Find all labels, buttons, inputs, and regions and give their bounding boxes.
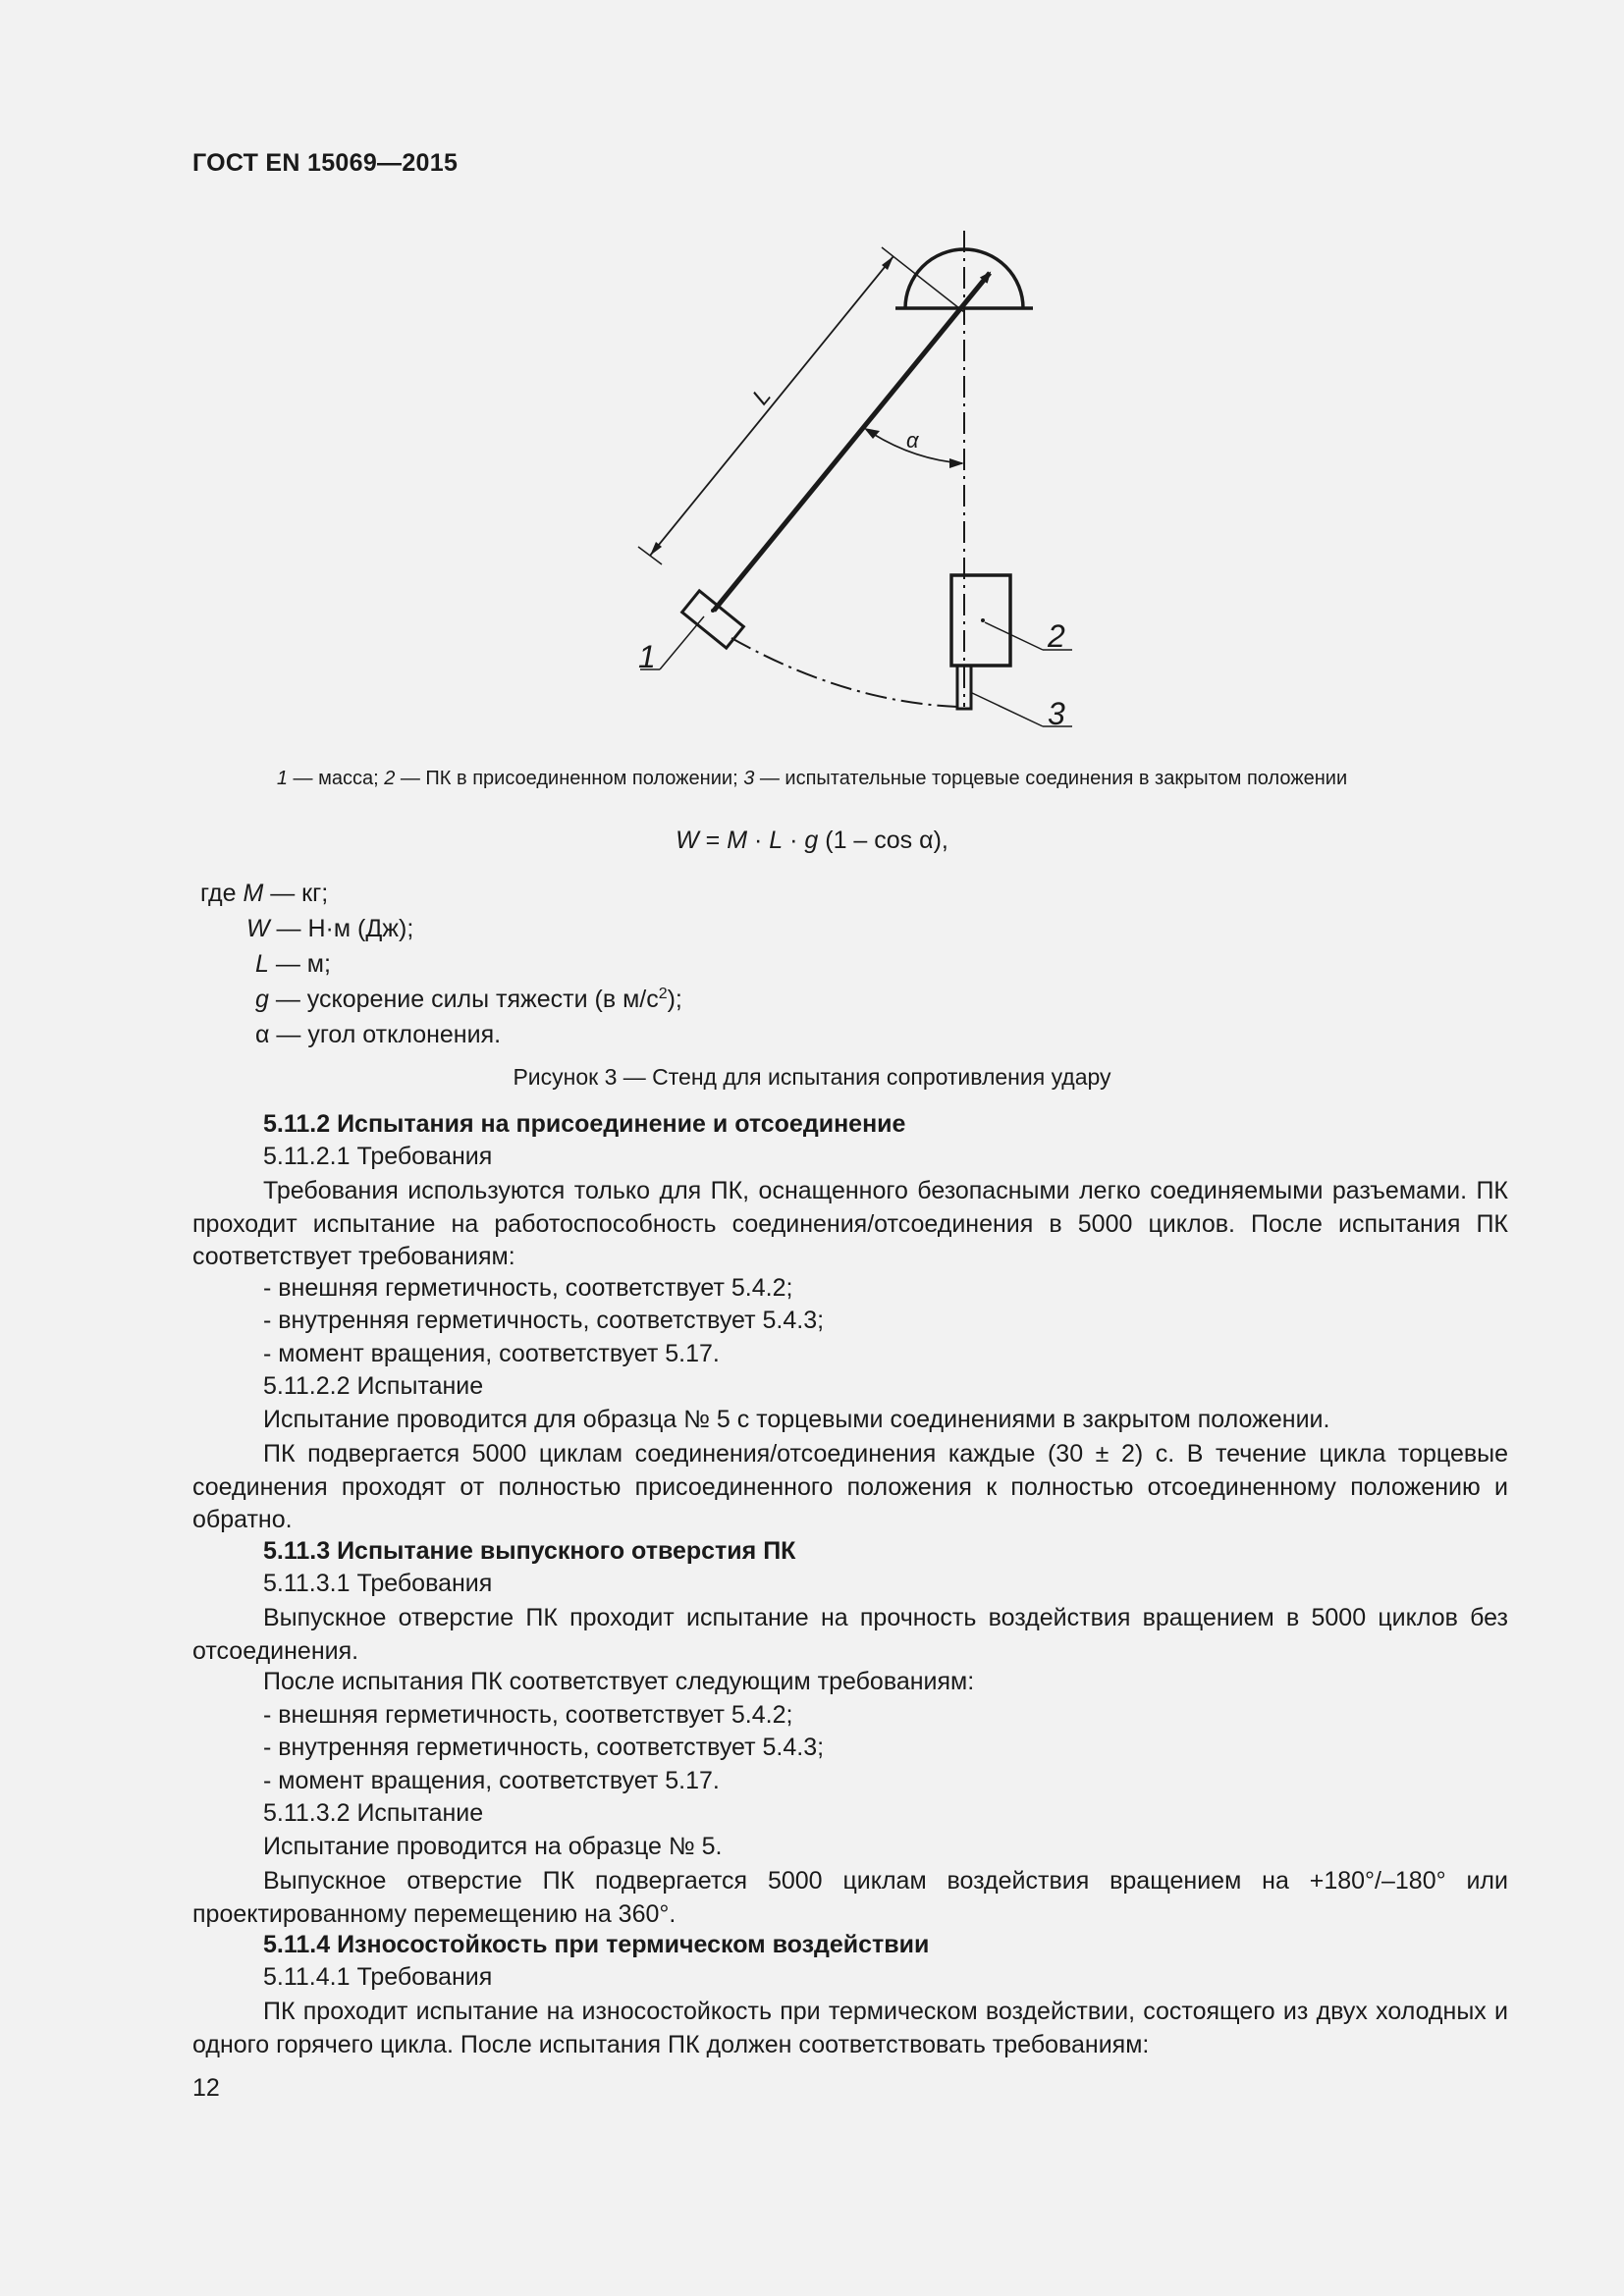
where-W: W — Н·м (Дж); <box>246 915 414 942</box>
label-alpha: α <box>906 428 919 453</box>
list-item: - внутренняя герметичность, соответствует 5.4.3; <box>263 1307 825 1334</box>
label-1: 1 <box>638 639 656 674</box>
formula-eq: = <box>698 827 728 854</box>
section-5-11-3-2-heading: 5.11.3.2 Испытание <box>263 1799 484 1827</box>
section-5-11-2-2-heading: 5.11.2.2 Испытание <box>263 1372 484 1400</box>
key-text-2: — ПК в присоединенном положении; <box>395 768 744 789</box>
section-5-11-2-1-paragraph: Требования используются только для ПК, оснащенного безопасными легко соединяемыми разъемами. ПК проходит испытание на работоспособность соединения/отсоединения в 5000 циклов. После испытания ПК соответствует требованиям: <box>192 1177 1508 1270</box>
document-header: ГОСТ EN 15069—2015 <box>192 149 459 177</box>
key-text-1: — масса; <box>287 768 385 789</box>
section-5-11-3-1-heading: 5.11.3.1 Требования <box>263 1570 493 1597</box>
section-5-11-3-title: 5.11.3 Испытание выпускного отверстия ПК <box>263 1537 796 1565</box>
formula-L: L <box>769 827 784 854</box>
label-3: 3 <box>1048 696 1065 731</box>
pendulum-rod <box>714 273 990 611</box>
formula-dot-2: · <box>783 827 805 854</box>
section-5-11-2-2-paragraph-2: ПК подвергается 5000 циклам соединения/отсоединения каждые (30 ± 2) с. В течение цикла торцевые соединения проходят от полностью присоединенного положения к полностью отсоединенному положению и обратно. <box>192 1440 1508 1533</box>
label-2: 2 <box>1048 618 1065 654</box>
mass-center <box>711 609 715 613</box>
label-L: L <box>747 383 777 410</box>
list-item: - момент вращения, соответствует 5.17. <box>263 1340 720 1367</box>
section-5-11-4-1-paragraph: ПК проходит испытание на износостойкость при термическом воздействии, состоящего из двух холодных и одного горячего цикла. После испытания ПК должен соответствовать требованиям: <box>192 1998 1508 2058</box>
where-M: где M — кг; <box>200 880 329 907</box>
formula-rest: (1 – cos α), <box>818 827 948 854</box>
section-5-11-4-title: 5.11.4 Износостойкость при термическом воздействии <box>263 1931 930 1958</box>
leader-3 <box>970 692 1043 726</box>
section-5-11-3-2-paragraph-2: Выпускное отверстие ПК подвергается 5000 циклам воздействия вращением на +180°/–180° или проектированному перемещению на 360°. <box>192 1867 1508 1928</box>
list-item: - внешняя герметичность, соответствует 5.4.2; <box>263 1701 793 1729</box>
section-5-11-2-2-paragraph-1: Испытание проводится для образца № 5 с торцевыми соединениями в закрытом положении. <box>263 1406 1330 1433</box>
dimension-line-L <box>650 256 893 556</box>
list-item: - момент вращения, соответствует 5.17. <box>263 1767 720 1794</box>
section-5-11-4-1-heading: 5.11.4.1 Требования <box>263 1963 493 1991</box>
leader-1 <box>660 616 704 669</box>
formula-dot-1: · <box>747 827 770 854</box>
key-num-2: 2 <box>384 768 396 789</box>
formula-g: g <box>804 827 819 854</box>
figure-impact-test-stand <box>609 221 1065 731</box>
where-g: g — ускорение силы тяжести (в $м/с^2$); <box>255 986 682 1013</box>
leader-2 <box>985 622 1043 650</box>
swing-trajectory <box>731 638 957 707</box>
where-L: L — м; <box>255 950 331 978</box>
list-item: - внутренняя герметичность, соответствует 5.4.3; <box>263 1734 825 1761</box>
section-5-11-3-2-paragraph-1: Испытание проводится на образце № 5. <box>263 1833 723 1860</box>
key-text-3: — испытательные торцевые соединения в закрытом положении <box>754 768 1348 789</box>
figure-key <box>0 768 1624 790</box>
list-item: - внешняя герметичность, соответствует 5.4.2; <box>263 1274 793 1302</box>
figure-title: Рисунок 3 — Стенд для испытания сопротивления удару <box>513 1064 1111 1090</box>
key-num-3: 3 <box>743 768 755 789</box>
section-5-11-2-1-heading: 5.11.2.1 Требования <box>263 1143 493 1170</box>
section-5-11-3-1-paragraph-1: Выпускное отверстие ПК проходит испытание на прочность воздействия вращением в 5000 циклов без отсоединения. <box>192 1604 1508 1665</box>
where-alpha: α — угол отклонения. <box>255 1021 502 1048</box>
page-number: 12 <box>192 2074 220 2102</box>
section-5-11-2-title: 5.11.2 Испытания на присоединение и отсоединение <box>263 1110 906 1138</box>
key-num-1: 1 <box>276 768 288 789</box>
formula-M: M <box>727 827 748 854</box>
section-5-11-3-1-paragraph-2: После испытания ПК соответствует следующим требованиям: <box>263 1668 975 1695</box>
formula-work <box>0 827 1624 855</box>
formula-W: W <box>676 827 699 854</box>
figure-drawing <box>609 221 1065 731</box>
